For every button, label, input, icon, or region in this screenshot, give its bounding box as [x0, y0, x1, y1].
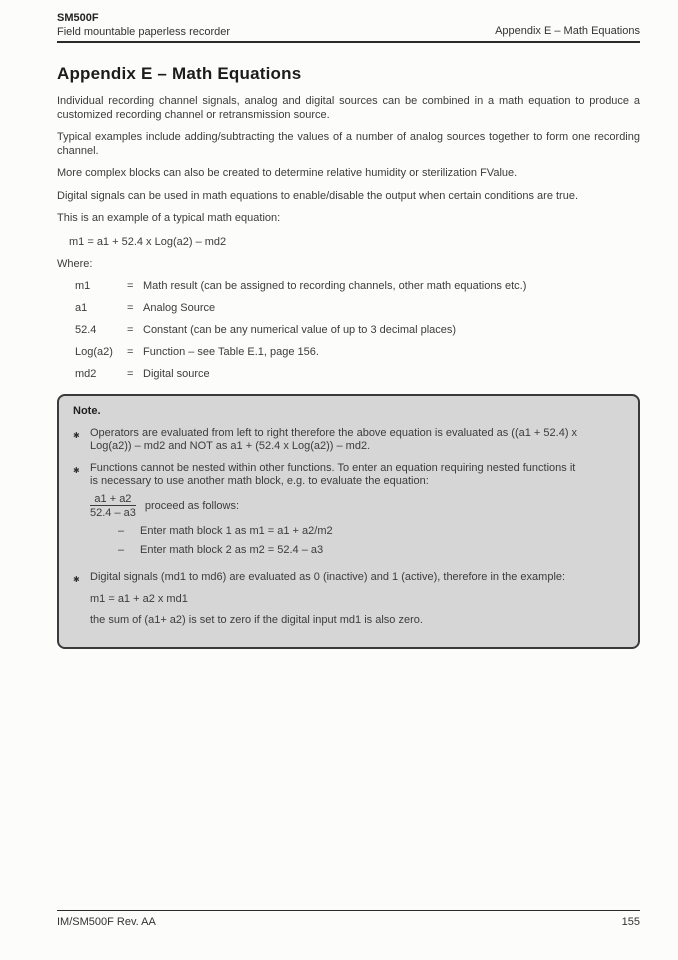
intro-paragraph: Individual recording channel signals, analog and digital sources can be combined in a math equation to produce a customized recording channel or retransmission source.	[57, 95, 640, 121]
dash-bullet-icon: –	[118, 524, 125, 537]
fraction-expression	[90, 493, 622, 519]
definition-row	[75, 345, 640, 359]
definition-text: Math result (can be assigned to recording channels, other math equations etc.)	[143, 279, 527, 292]
equals-sign: =	[127, 367, 134, 380]
definition-row	[75, 367, 640, 381]
definition-term: 52.4	[75, 323, 97, 336]
equals-sign: =	[127, 301, 134, 314]
definition-text: Analog Source	[143, 301, 216, 314]
header-product-subtitle: Field mountable paperless recorder	[57, 26, 231, 38]
definition-text: Digital source	[143, 367, 210, 380]
intro-paragraph: Typical examples include adding/subtracting the values of a number of analog sources together to form one recording channel.	[57, 131, 640, 157]
fraction-suffix-text: proceed as follows:	[144, 499, 240, 512]
definition-term: Log(a2)	[75, 345, 113, 358]
note-digital-equation: m1 = a1 + a2 x md1	[90, 593, 188, 605]
definition-term: md2	[75, 367, 97, 380]
equals-sign: =	[127, 279, 134, 292]
footer-page-number: 155	[621, 916, 640, 928]
star-bullet-icon: ✱	[73, 430, 80, 440]
star-bullet-icon: ✱	[73, 465, 80, 475]
dash-bullet-icon: –	[118, 544, 125, 556]
equals-sign: =	[127, 323, 134, 336]
page-footer	[57, 910, 640, 928]
star-bullet-icon: ✱	[73, 574, 80, 584]
equals-sign: =	[127, 345, 134, 358]
note-step-text: Enter math block 2 as m2 = 52.4 – a3	[140, 544, 324, 556]
note-box	[57, 394, 640, 649]
definition-term: m1	[75, 279, 91, 292]
footer-document-id: IM/SM500F Rev. AA	[57, 916, 156, 928]
intro-paragraph: This is an example of a typical math equation:	[57, 212, 281, 224]
definition-text: Constant (can be any numerical value of up to 3 decimal places)	[143, 323, 457, 336]
fraction-numerator: a1 + a2	[94, 492, 132, 505]
header-left	[57, 12, 230, 38]
intro-paragraph: Digital signals can be used in math equations to enable/disable the output when certain conditions are true.	[57, 189, 579, 202]
definition-term: a1	[75, 301, 88, 314]
note-bullet-text: Functions cannot be nested within other functions. To enter an equation requiring nested functions it is necessary to use another math block, e.g. to evaluate the equation:	[90, 461, 576, 487]
footer-rule	[57, 910, 640, 911]
definition-row	[75, 301, 640, 315]
note-step-text: Enter math block 1 as m1 = a1 + a2/m2	[140, 524, 333, 537]
note-bullet-functions	[73, 462, 622, 489]
note-step	[118, 544, 622, 558]
header-rule	[57, 41, 640, 43]
note-digital-conclusion: the sum of (a1+ a2) is set to zero if the digital input md1 is also zero.	[90, 613, 423, 626]
example-equation: m1 = a1 + 52.4 x Log(a2) – md2	[69, 235, 227, 248]
note-step	[118, 525, 622, 539]
definition-list	[75, 279, 640, 381]
note-bullet-text: Operators are evaluated from left to right therefore the above equation is evaluated as ((a1 + 52.4) x Log(a2)) – md2 and NOT as a1 + (52.4 x Log(a2)) – md2.	[90, 426, 578, 452]
definition-text: Function – see Table E.1, page 156.	[143, 345, 319, 358]
note-bullet-digital	[73, 571, 622, 587]
fraction	[90, 493, 136, 519]
note-bullet-operators	[73, 427, 622, 454]
header-product-name: SM500F	[57, 12, 99, 24]
definition-row	[75, 279, 640, 293]
page-title: Appendix E – Math Equations	[57, 64, 302, 83]
note-bullet-text: Digital signals (md1 to md6) are evaluated as 0 (inactive) and 1 (active), therefore in the example:	[90, 570, 566, 583]
where-label: Where:	[57, 257, 93, 270]
intro-paragraph: More complex blocks can also be created to determine relative humidity or sterilization FValue.	[57, 167, 518, 179]
page-header	[57, 12, 640, 38]
header-section-title: Appendix E – Math Equations	[495, 25, 640, 37]
fraction-denominator: 52.4 – a3	[90, 506, 136, 519]
definition-row	[75, 323, 640, 337]
note-label: Note.	[73, 404, 101, 417]
